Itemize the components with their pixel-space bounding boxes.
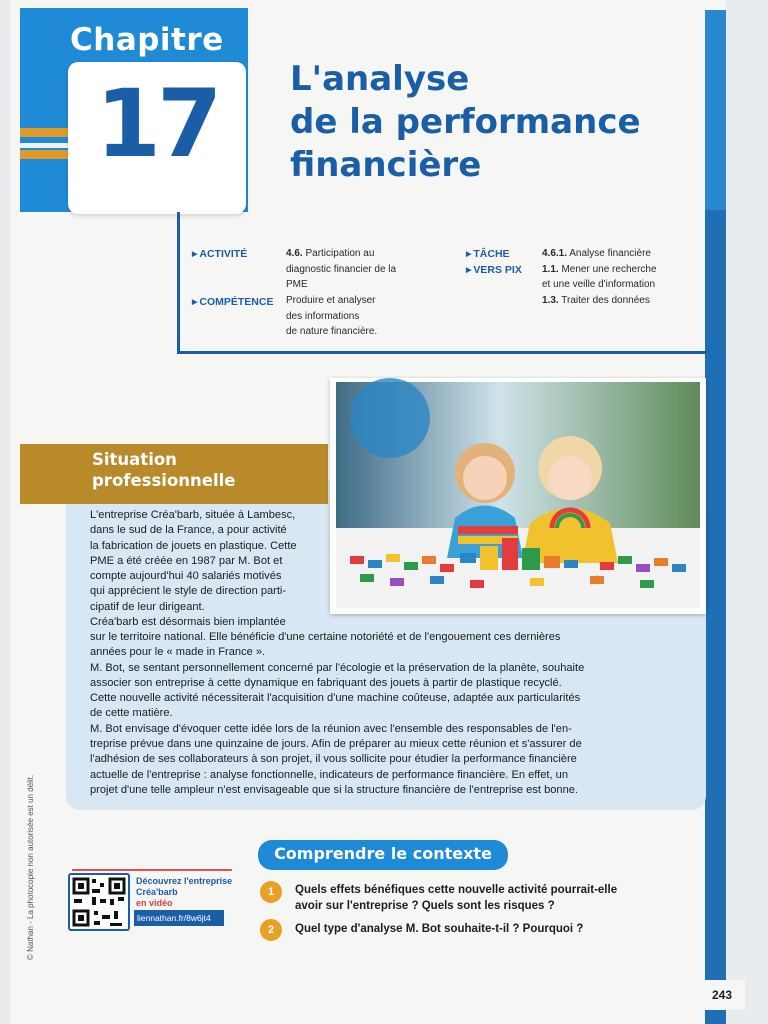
text-line: et une veille d'information [542,279,656,290]
chapter-label: Chapitre [70,22,224,58]
activity-label: ▶ ACTIVITÉ [192,248,247,260]
text-line: sur le territoire national. Elle bénéficie d'une certaine notoriété et de l'engouement ces dernières [90,631,561,643]
skills-border [177,212,180,354]
text-line: de nature financière. [286,326,378,337]
text-line: associer son entreprise à cette dynamique en fabriquant des jouets à partir de plastique recyclé. [90,676,562,689]
photo-illustration [330,378,706,614]
text-line: projet d'une telle ampleur n'est envisageable que si la structure financière de l'entreprise est bonne. [90,783,578,796]
chapter-stripe [20,150,70,159]
question-1 [295,882,617,914]
right-edge-band-top [705,10,726,210]
children-playing-photo [330,378,706,614]
situation-intro [90,508,320,630]
chapter-stripe [20,128,70,137]
question-number: 1 [260,881,282,903]
video-link[interactable]: liennathan.fr/8w6jt4 [134,910,224,926]
comprendre-heading: Comprendre le contexte [274,844,492,863]
text-line: années pour le « made in France ». [90,646,266,659]
text-line: qui apprécient le style de direction parti- [90,585,287,598]
title-line: financière [290,145,482,185]
text-line: M. Bot envisage d'évoquer cette idée lors de la réunion avec l'ensemble des responsables de l'en- [90,722,572,735]
text-line: Produire et analyser [286,295,376,306]
video-caption [136,876,232,898]
task-text [542,246,702,308]
situation-body [90,630,695,798]
qr-code-icon [70,875,128,929]
question-2 [295,921,583,937]
text-line: Cette nouvelle activité nécessiterait l'acquisition d'une machine coûteuse, adaptée aux particularités [90,692,581,705]
text-line: Créa'barb [136,887,178,897]
page-number: 243 [712,988,733,1002]
text-line: Traiter des données [561,294,650,306]
text-line: Découvrez l'entreprise [136,876,233,886]
pix-code: 1.3. [542,294,559,306]
page-title [290,58,690,187]
heading-line: Situation [92,450,177,469]
chapter-stripe [20,143,70,148]
question-number: 2 [260,919,282,941]
text-line: M. Bot, se sentant personnellement concerné par l'écologie et la préservation de la planète, souhaite [90,661,585,674]
task-code: 4.6.1. [542,248,568,259]
video-divider [72,869,232,871]
text-line: de cette matière. [90,707,173,720]
text-line: actuelle de l'entreprise : analyse fonctionnelle, indicateurs de performance financière. En effet, un [90,768,569,781]
text-line: PME [286,279,308,290]
text-line: PME a été créée en 1987 par M. Bot et [90,554,283,567]
copyright-notice: © Nathan - La photocopie non autorisée est un délit. [26,774,35,960]
task-label: ▶ TÂCHE [466,248,510,260]
text-line: Créa'barb est désormais bien implantée [90,616,286,629]
chapter-number: 17 [95,70,219,179]
heading-line: professionnelle [92,471,236,490]
text-line: la fabrication de jouets en plastique. Cette [90,539,297,552]
text-line: Analyse financière [569,248,651,259]
pix-label: ▶ VERS PIX [466,264,522,276]
text-line: des informations [286,310,360,322]
text-line: compte aujourd'hui 40 salariés motivés [90,570,282,583]
activity-text [286,246,456,293]
text-line: L'entreprise Créa'barb, située à Lambesc, [90,509,296,521]
text-line: l'adhésion de ses collaborateurs à son projet, il vous sollicite pour étudier la performance financière [90,753,577,766]
activity-code: 4.6. [286,248,303,259]
text-line: Participation au [305,248,375,259]
text-line: avoir sur l'entreprise ? Quels sont les risques ? [295,900,555,912]
title-line: de la performance [290,102,641,142]
text-line: Quels effets bénéfiques cette nouvelle activité pourrait-elle [295,884,618,896]
competence-label: ▶ COMPÉTENCE [192,296,273,308]
video-label: en vidéo [136,898,173,908]
title-line: L'analyse [290,59,470,99]
competence-text [286,293,456,340]
situation-heading [92,449,235,491]
text-line: treprise prévue dans une quinzaine de jours. Afin de préparer au mieux cette réunion et s'assurer de [90,738,582,751]
text-line: Mener une recherche [561,263,657,275]
skills-border [177,351,707,354]
qr-code[interactable] [68,873,130,931]
text-line: Quel type d'analyse M. Bot souhaite-t-il ? Pourquoi ? [295,923,584,935]
text-line: dans le sud de la France, a pour activité [90,524,287,537]
pix-code: 1.1. [542,263,559,275]
text-line: diagnostic financier de la [286,263,397,275]
text-line: cipatif de leur dirigeant. [90,600,205,613]
